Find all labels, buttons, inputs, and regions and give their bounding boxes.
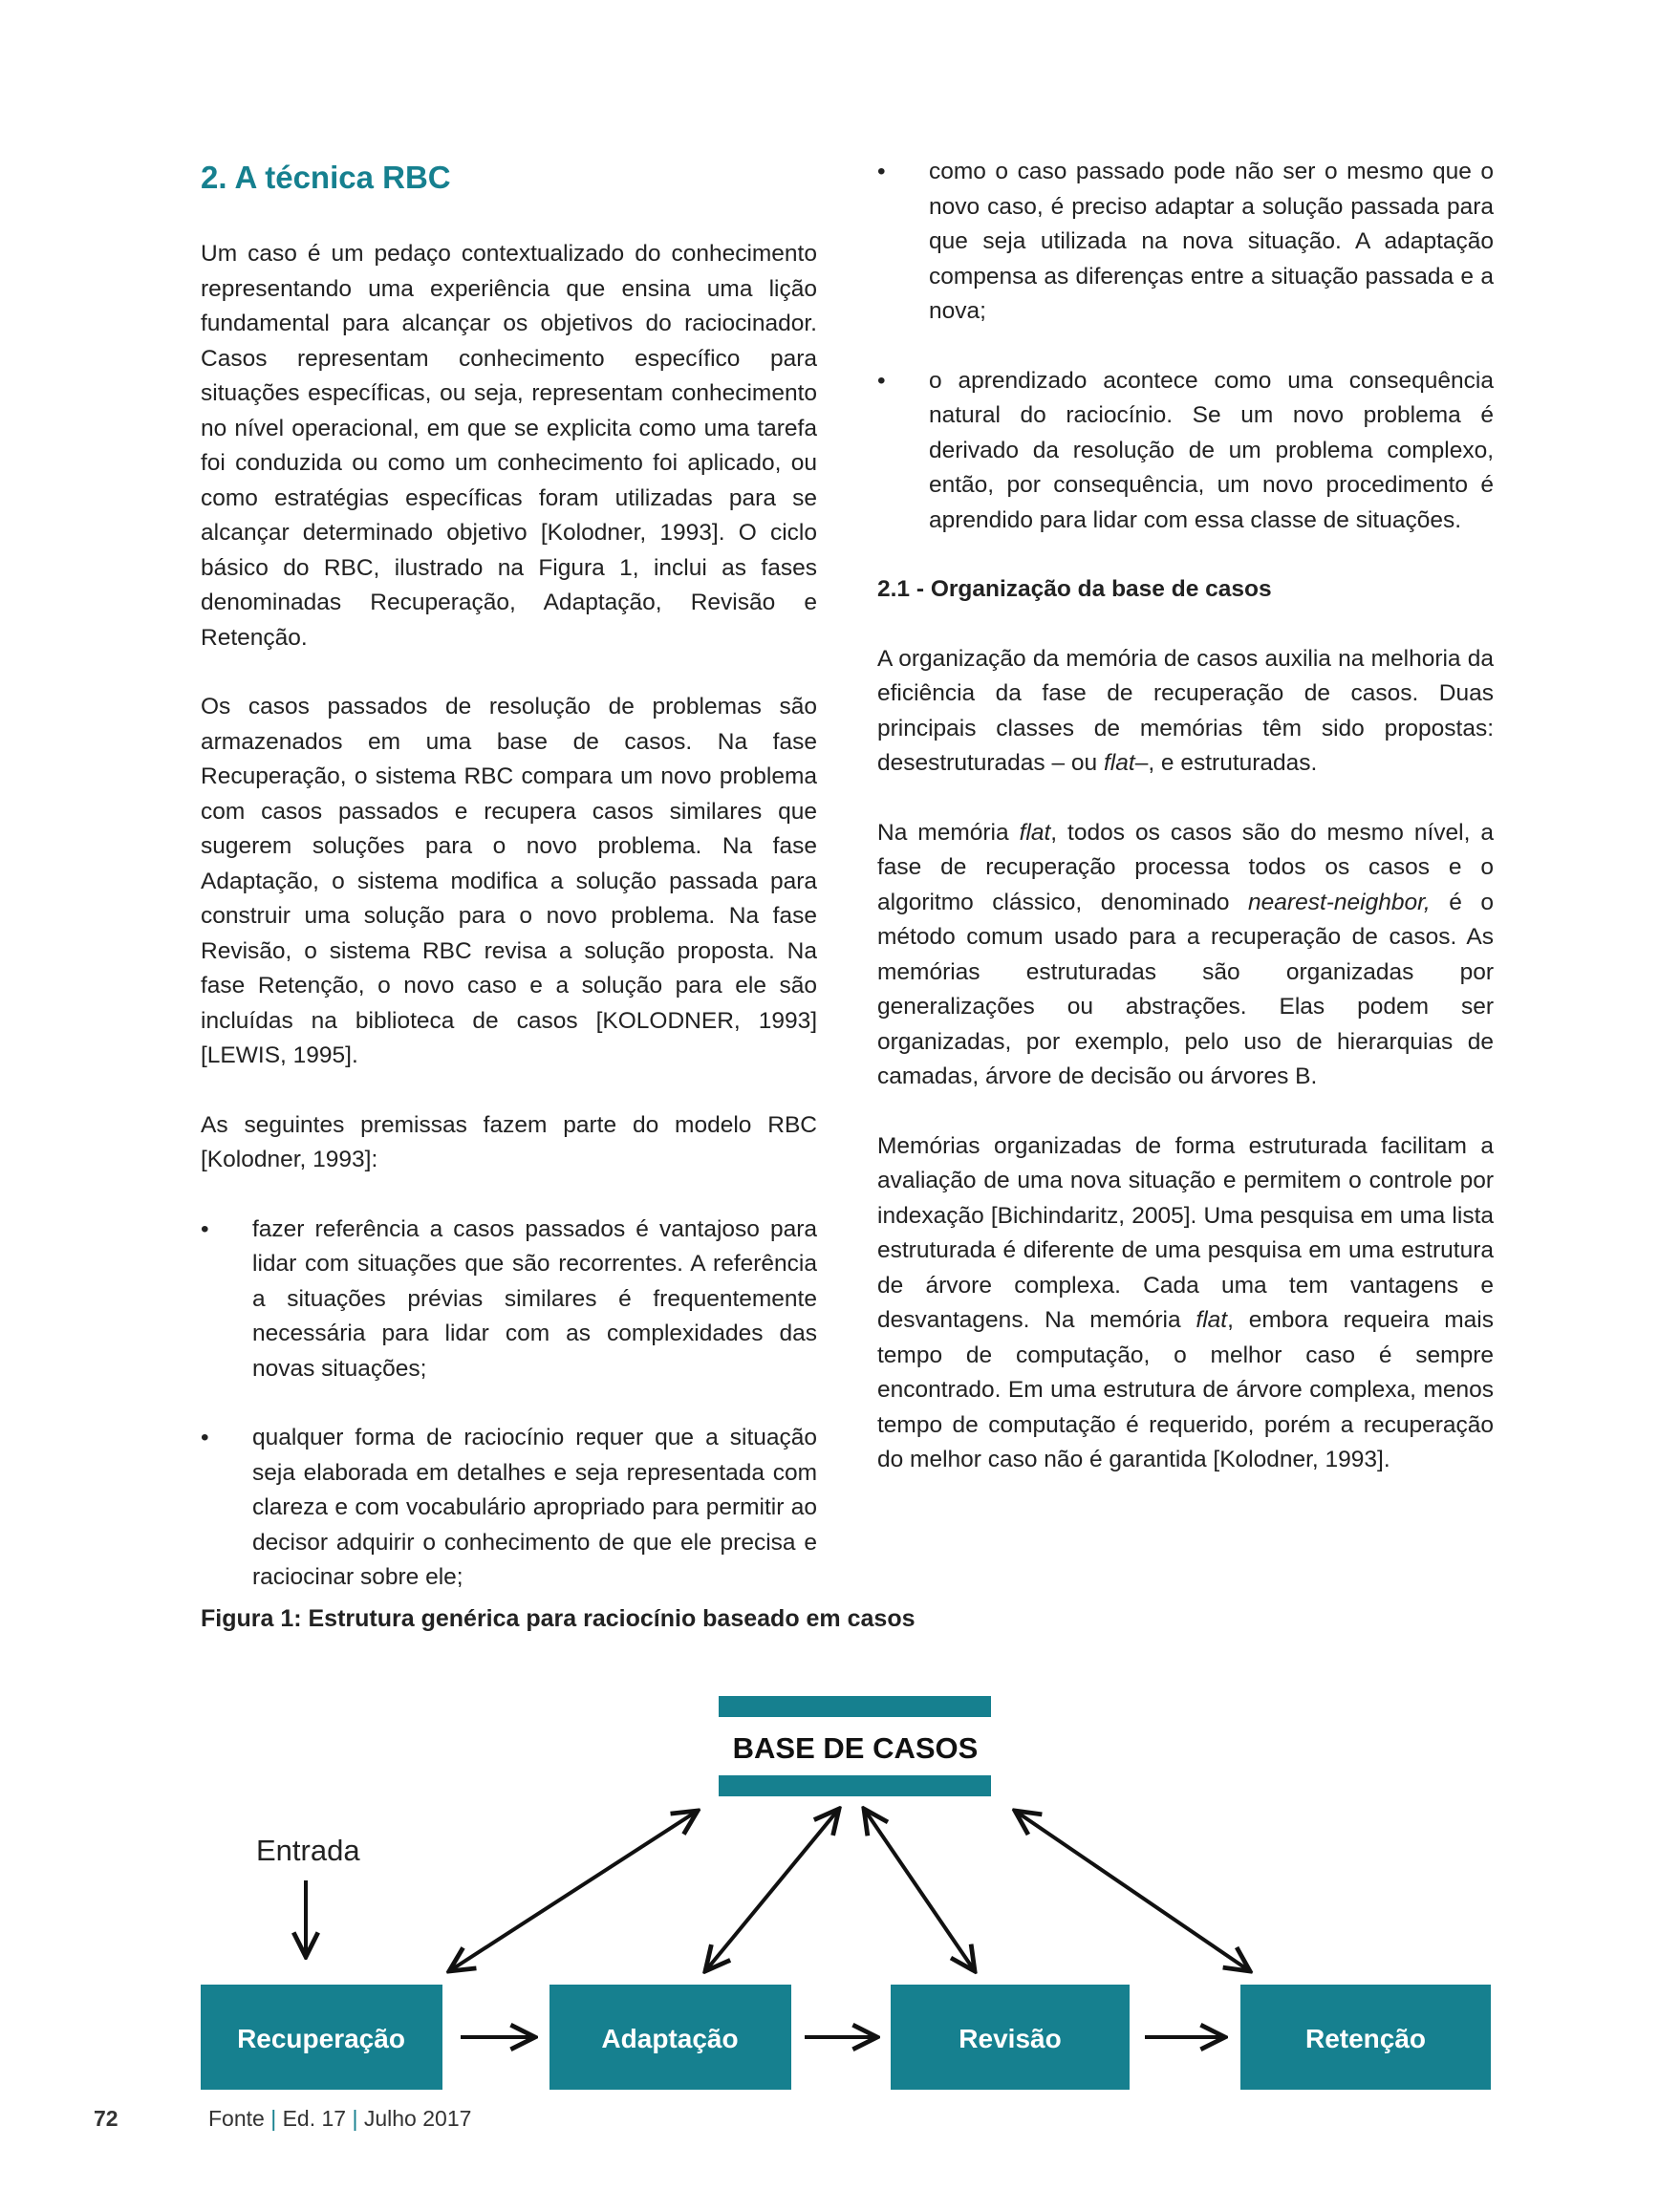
arrow-base-recuperacao [449, 1811, 698, 1971]
phase-retencao [1240, 1985, 1491, 2090]
paragraph: Os casos passados de resolução de problemas são armazenados em uma base de casos. Na fase Recuperação, o sistema RBC compara um novo problema com casos passados e recupera casos similares que sugerem soluções para o novo problema. Na fase Adaptação, o sistema modifica a solução passada para construir uma solução para o novo problema. Na fase Revisão, o sistema RBC revisa a solução proposta. Na fase Retenção, o novo caso e a solução para ele são incluídas na biblioteca de casos [KOLODNER, 1993] [LEWIS, 1995]. [201, 694, 817, 1068]
bullet-icon: • [877, 159, 886, 184]
case-base-top-bar [719, 1696, 991, 1717]
edition: Ed. 17 [282, 2106, 347, 2131]
premises-list [201, 1213, 817, 1596]
bullet-icon: • [201, 1425, 209, 1450]
paragraph [877, 1129, 1494, 1478]
phase-label: Retenção [1304, 2024, 1427, 2053]
journal-name: Fonte [208, 2106, 265, 2131]
subsection-title: 2.1 - Organização da base de casos [877, 576, 1272, 602]
list-item [201, 1213, 817, 1387]
text: A organização da memória de casos auxilia na melhoria da eficiência da fase de recuperação de casos. Duas principais classes de memórias têm sido propostas: desestruturadas – ou [877, 645, 1494, 776]
bullet-icon: • [877, 367, 886, 394]
page-number: 72 [94, 2106, 118, 2131]
list-item [877, 364, 1494, 539]
paragraph [877, 816, 1494, 1095]
paragraph [877, 642, 1494, 782]
phase-revisao [891, 1985, 1130, 2090]
emphasis: flat [1019, 819, 1051, 846]
text: , todos os casos são do mesmo nível, a fase de recuperação processa todos os casos e o algoritmo clássico, denominado [877, 819, 1494, 915]
text: , embora requeira mais tempo de computação, o melhor caso é sempre encontrado. Em uma estrutura de árvore complexa, menos tempo de computação é requerido, porém a recuperação do melhor caso não é garantida [Kolodner, 1993]. [877, 1307, 1495, 1472]
case-base [719, 1696, 991, 1796]
list-item-text: como o caso passado pode não ser o mesmo que o novo caso, é preciso adaptar a solução passada para que seja utilizada na nova situação. A adaptação compensa as diferenças entre a situação passada e a nova; [929, 159, 1494, 324]
phase-adaptacao [549, 1985, 791, 2090]
left-column [201, 153, 817, 1630]
text: –, e estruturadas. [1134, 750, 1318, 776]
separator: | [270, 2106, 277, 2131]
arrow-base-adaptacao [705, 1809, 839, 1971]
input-label: Entrada [256, 1834, 360, 1867]
case-base-label: BASE DE CASOS [732, 1731, 979, 1765]
figure-caption: Figura 1: Estrutura genérica para raciocínio baseado em casos [201, 1605, 916, 1632]
emphasis: flat [1196, 1307, 1228, 1333]
separator: | [352, 2106, 358, 2131]
phase-label: Adaptação [601, 2024, 739, 2053]
paragraph: As seguintes premissas fazem parte do modelo RBC [Kolodner, 1993]: [201, 1111, 817, 1172]
list-item-text: fazer referência a casos passados é vantajoso para lidar com situações que são recorrentes. A referência a situações prévias similares é frequentemente necessária para lidar com as complexidades das novas situações; [252, 1215, 817, 1382]
text: Na memória [877, 819, 1020, 846]
paragraph: Um caso é um pedaço contextualizado do conhecimento representando uma experiência que ensina uma lição fundamental para alcançar os objetivos do raciocinador. Casos representam conhecimento específico para situações específicas, ou seja, representam conhecimento no nível operacional, em que se explicita como uma tarefa foi conduzida ou como um conhecimento foi aplicado, ou como estratégias específicas foram utilizadas para se alcançar determinado objetivo [Kolodner, 1993]. O ciclo básico do RBC, ilustrado na Figura 1, inclui as fases denominadas Recuperação, Adaptação, Revisão e Retenção. [201, 241, 817, 651]
emphasis: flat [1104, 750, 1135, 776]
section-title: 2. A técnica RBC [201, 160, 451, 195]
list-item-text: o aprendizado acontece como uma consequência natural do raciocínio. Se um novo problema é derivado da resolução de um problema complexo, então, por consequência, um novo procedimento é aprendido para lidar com essa classe de situações. [929, 367, 1494, 533]
text: Memórias organizadas de forma estruturada facilitam a avaliação de uma nova situação e permitem o controle por indexação [Bichindaritz, 2005]. Uma pesquisa em uma lista estruturada é diferente de uma pesquisa em uma estrutura de árvore complexa. Cada uma tem vantagens e desvantagens. Na memória [877, 1132, 1494, 1333]
footer-citation [208, 2106, 471, 2132]
right-column [877, 155, 1494, 1513]
phase-recuperacao [201, 1985, 442, 2090]
arrow-base-retencao [1015, 1811, 1250, 1971]
list-item-text: qualquer forma de raciocínio requer que a situação seja elaborada em detalhes e seja representada com clareza e com vocabulário apropriado para permitir ao decisor adquirir o conhecimento de que ele precisa e raciocinar sobre ele; [252, 1425, 817, 1590]
arrow-base-revisao [864, 1809, 975, 1971]
emphasis: nearest-neighbor, [1248, 889, 1431, 915]
phase-label: Recuperação [237, 2024, 405, 2053]
premises-list-continued [877, 155, 1494, 538]
text: é o método comum usado para a recuperação de casos. As memórias estruturadas são organizadas por generalizações ou abstrações. Elas podem ser organizadas, por exemplo, pelo uso de hierarquias de camadas, árvore de decisão ou árvores B. [877, 889, 1494, 1089]
case-base-bottom-bar [719, 1775, 991, 1796]
bullet-icon: • [201, 1215, 209, 1242]
list-item [877, 155, 1494, 330]
phase-label: Revisão [959, 2024, 1062, 2053]
list-item [201, 1421, 817, 1596]
date: Julho 2017 [363, 2106, 472, 2131]
